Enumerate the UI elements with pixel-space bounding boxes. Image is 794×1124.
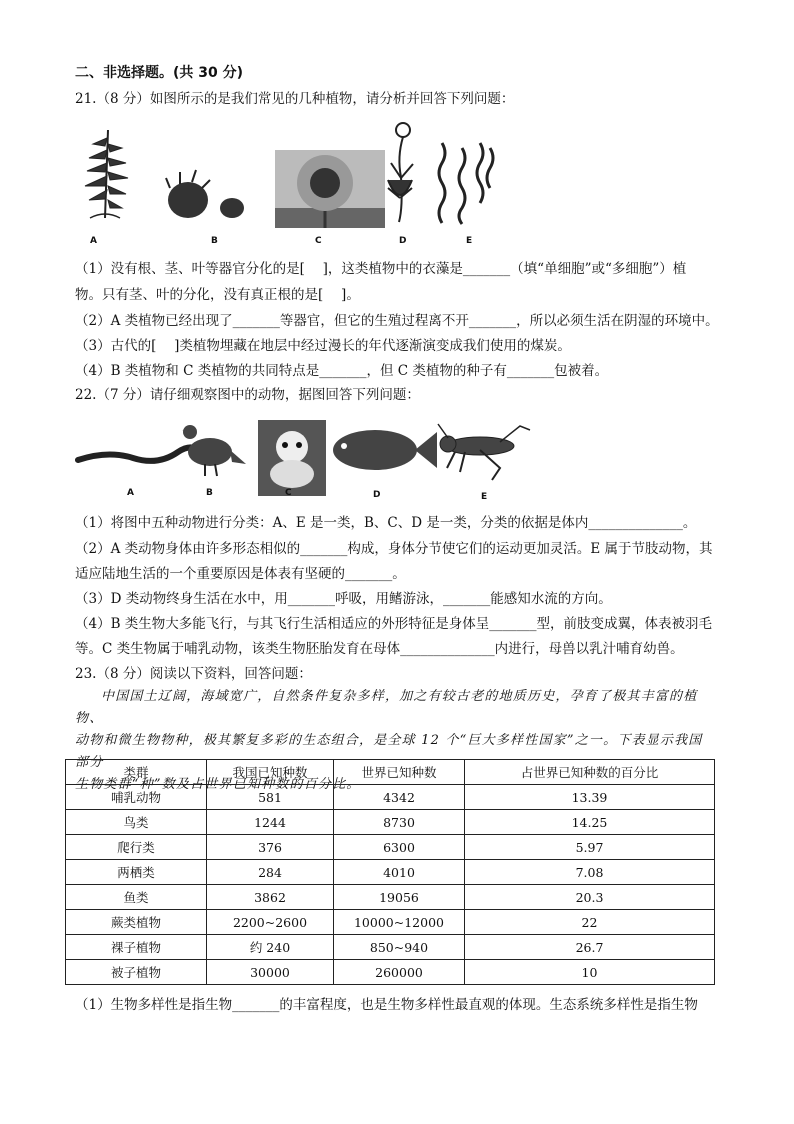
pigeon-illustration [182,425,246,476]
passage-line-2: 动物和微生物物种，极其繁复多彩的生态组合，是全球 12 个“巨大多样性国家”之一。下表显示我国部分 [75,733,703,770]
q22-line-5: （4）B 类生物大多能飞行，与其飞行生活相适应的外形特征是身体呈_______型，前肢变成翼，体表被羽毛 [75,616,713,632]
panda-illustration [258,420,326,496]
fig-label-e2: E [481,492,488,502]
q21-stem: 21.（8 分）如图所示的是我们常见的几种植物，请分析并回答下列问题： [75,91,515,107]
q22-line-6: 等。C 类生物属于哺乳动物，该类生物胚胎发育在母体______________内进行，母兽以乳汁哺育幼兽。 [75,641,684,657]
fig-label-c2: C [285,488,292,498]
q22-line-4: （3）D 类动物终身生活在水中，用_______呼吸，用鳍游泳，_______能感知水流的方向。 [75,591,612,607]
section-heading: 二、非选择题。(共 30 分) [75,65,244,81]
earthworm-illustration [78,447,198,460]
table-cell: 10000~12000 [334,910,465,935]
fern-illustration [85,130,128,218]
table-cell: 19056 [334,885,465,910]
table-cell: 约 240 [207,935,334,960]
q22-stem: 22.（7 分）请仔细观察图中的动物，据图回答下列问题： [75,387,420,403]
table-header-row [66,760,715,785]
table-cell: 20.3 [465,885,715,910]
table-cell: 22 [465,910,715,935]
table-row [66,785,715,810]
q21-line-4: （3）古代的[ ]类植物埋藏在地层中经过漫长的年代逐渐演变成我们使用的煤炭。 [75,338,571,354]
table-row [66,910,715,935]
table-cell: 1244 [207,810,334,835]
table-cell: 4342 [334,785,465,810]
table-cell: 7.08 [465,860,715,885]
table-cell: 鸟类 [66,810,207,835]
table-row [66,885,715,910]
moss-illustration [166,170,244,218]
fig-label-e: E [466,236,473,246]
fig-label-b: B [211,236,218,246]
table-cell: 376 [207,835,334,860]
algae-illustration [439,143,493,224]
q22-line-2: （2）A 类动物身体由许多形态相似的_______构成，身体分节使它们的运动更加灵活。E 属于节肢动物，其 [75,541,713,557]
species-table [65,759,715,985]
table-cell: 30000 [207,960,334,985]
table-row [66,810,715,835]
table-cell: 284 [207,860,334,885]
table-header-group: 类群 [66,760,207,785]
table-cell: 581 [207,785,334,810]
table-cell: 26.7 [465,935,715,960]
table-cell: 裸子植物 [66,935,207,960]
passage-line-1: 中国国土辽阔，海域宽广，自然条件复杂多样，加之有较古老的地质历史，孕育了极其丰富的植物、 [75,689,698,726]
table-cell: 鱼类 [66,885,207,910]
table-cell: 蕨类植物 [66,910,207,935]
table-row [66,935,715,960]
table-cell: 6300 [334,835,465,860]
table-cell: 10 [465,960,715,985]
fig-label-b2: B [206,488,213,498]
q23-stem: 23.（8 分）阅读以下资料，回答问题： [75,666,312,682]
q21-line-5: （4）B 类植物和 C 类植物的共同特点是_______，但 C 类植物的种子有_______包被着。 [75,363,609,379]
q22-animal-figure [70,412,550,504]
q23-line-1: （1）生物多样性是指生物_______的丰富程度，也是生物多样性最直观的体现。生态系统多样性是指生物 [75,997,698,1013]
q21-plant-figure [70,118,510,250]
q21-line-2: 物。只有茎、叶的分化，没有真正根的是[ ]。 [75,287,360,303]
table-cell: 13.39 [465,785,715,810]
fig-label-a2: A [127,488,134,498]
fig-label-c: C [315,236,322,246]
sunflower-illustration [275,150,385,228]
fern-sprout-illustration [388,123,413,222]
table-cell: 8730 [334,810,465,835]
table-cell: 哺乳动物 [66,785,207,810]
table-cell: 5.97 [465,835,715,860]
table-row [66,835,715,860]
q21-line-1: （1）没有根、茎、叶等器官分化的是[ ]，这类植物中的衣藻是_______（填“单细胞”或“多细胞”）植 [75,261,687,277]
fig-label-a: A [90,236,97,246]
passage-line-3: 生物类群“种”数及占世界已知种数的百分比。 [75,777,361,792]
table-header-percent: 占世界已知种数的百分比 [465,760,715,785]
q22-line-3: 适应陆地生活的一个重要原因是体表有坚硬的_______。 [75,566,406,582]
table-cell: 4010 [334,860,465,885]
table-cell: 14.25 [465,810,715,835]
table-cell: 850~940 [334,935,465,960]
table-cell: 被子植物 [66,960,207,985]
q21-line-3: （2）A 类植物已经出现了_______等器官，但它的生殖过程离不开_______，所以必须生活在阴湿的环境中。 [75,313,719,329]
carp-illustration [333,430,437,470]
table-cell: 2200~2600 [207,910,334,935]
table-header-world: 世界已知种数 [334,760,465,785]
table-cell: 两栖类 [66,860,207,885]
table-cell: 260000 [334,960,465,985]
grasshopper-illustration [438,424,530,480]
fig-label-d: D [399,236,407,246]
fig-label-d2: D [373,490,381,500]
table-row [66,860,715,885]
table-row [66,960,715,985]
table-cell: 3862 [207,885,334,910]
table-header-china: 我国已知种数 [207,760,334,785]
table-cell: 爬行类 [66,835,207,860]
q22-line-1: （1）将图中五种动物进行分类：A、E 是一类，B、C、D 是一类，分类的依据是体内______________。 [75,515,697,531]
